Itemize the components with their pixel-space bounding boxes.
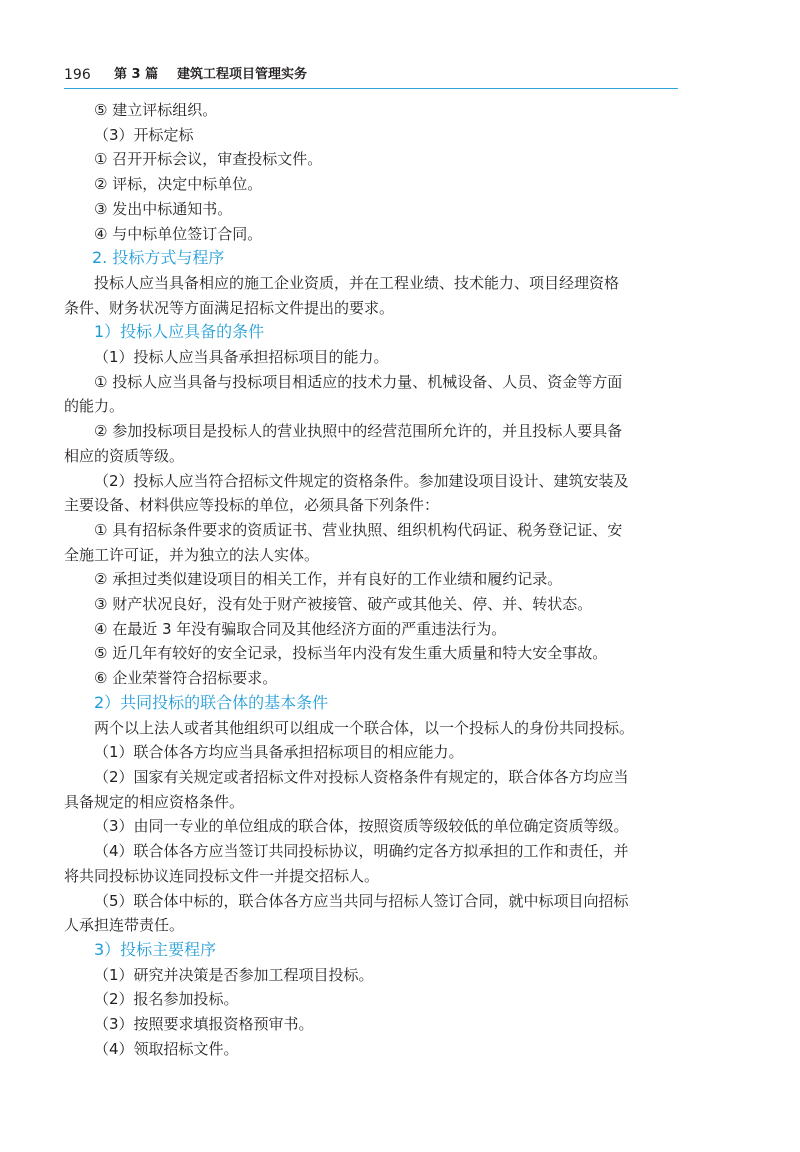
text-line: ① 召开开标会议，审查投标文件。 <box>94 150 323 169</box>
text-line: ③ 发出中标通知书。 <box>94 199 233 218</box>
page-number: 196 <box>64 67 91 83</box>
text-line: （3）按照要求填报资格预审书。 <box>94 1015 314 1034</box>
text-line: 将共同投标协议连同投标文件一并提交招标人。 <box>64 866 380 885</box>
section-heading: 3）投标主要程序 <box>94 939 217 959</box>
text-line: ⑥ 企业荣誉符合招标要求。 <box>94 669 278 688</box>
text-line: 的能力。 <box>64 397 125 416</box>
text-line: ④ 与中标单位签订合同。 <box>94 224 263 243</box>
text-line: ② 评标，决定中标单位。 <box>94 175 263 194</box>
text-line: （2）报名参加投标。 <box>94 990 239 1009</box>
section-heading: 1）投标人应具备的条件 <box>94 322 265 342</box>
header-rule <box>64 88 678 89</box>
text-line: ① 投标人应当具备与投标项目相适应的技术力量、机械设备、人员、资金等方面 <box>94 372 623 391</box>
text-line: 相应的资质等级。 <box>64 446 185 465</box>
text-line: （5）联合体中标的，联合体各方应当共同与招标人签订合同，就中标项目向招标 <box>94 891 629 910</box>
text-line: （1）联合体各方均应当具备承担招标项目的相应能力。 <box>94 743 464 762</box>
text-line: ① 具有招标条件要求的资质证书、营业执照、组织机构代码证、税务登记证、安 <box>94 520 623 539</box>
text-line: （3）开标定标 <box>94 125 194 144</box>
text-line: ⑤ 建立评标组织。 <box>94 101 218 119</box>
text-line: 投标人应当具备相应的施工企业资质，并在工程业绩、技术能力、项目经理资格 <box>94 273 620 292</box>
body-text <box>64 98 678 1061</box>
text-line: （1）研究并决策是否参加工程项目投标。 <box>94 965 374 984</box>
chapter-label: 第 3 篇 <box>114 67 159 82</box>
text-line: （2）投标人应当符合招标文件规定的资格条件。参加建设项目设计、建筑安装及 <box>94 471 629 490</box>
text-line: ③ 财产状况良好，没有处于财产被接管、破产或其他关、停、并、转状态。 <box>94 595 593 614</box>
text-line: （4）领取招标文件。 <box>94 1039 239 1058</box>
text-line: ④ 在最近 3 年没有骗取合同及其他经济方面的严重违法行为。 <box>94 619 507 638</box>
text-line: 条件、财务状况等方面满足招标文件提出的要求。 <box>64 298 395 317</box>
text-line: ⑤ 近几年有较好的安全记录，投标当年内没有发生重大质量和特大安全事故。 <box>94 644 608 663</box>
text-line: 全施工许可证，并为独立的法人实体。 <box>64 545 320 564</box>
text-line: 两个以上法人或者其他组织可以组成一个联合体，以一个投标人的身份共同投标。 <box>94 718 635 737</box>
text-line: 主要设备、材料供应等投标的单位，必须具备下列条件： <box>64 496 440 515</box>
text-line: ② 承担过类似建设项目的相关工作，并有良好的工作业绩和履约记录。 <box>94 570 563 589</box>
running-header <box>64 66 678 88</box>
text-line: （3）由同一专业的单位组成的联合体，按照资质等级较低的单位确定资质等级。 <box>94 817 629 836</box>
text-line: （4）联合体各方应当签订共同投标协议，明确约定各方拟承担的工作和责任，并 <box>94 842 629 861</box>
text-line: （1）投标人应当具备承担招标项目的能力。 <box>94 348 389 367</box>
section-heading: 2）共同投标的联合体的基本条件 <box>94 692 329 712</box>
text-line: 人承担连带责任。 <box>64 916 185 935</box>
section-heading: 2. 投标方式与程序 <box>92 248 225 268</box>
text-line: ② 参加投标项目是投标人的营业执照中的经营范围所允许的，并且投标人要具备 <box>94 422 623 441</box>
text-line: （2）国家有关规定或者招标文件对投标人资格条件有规定的，联合体各方均应当 <box>94 767 629 786</box>
text-line: 具备规定的相应资格条件。 <box>64 792 245 811</box>
book-title: 建筑工程项目管理实务 <box>177 67 308 82</box>
